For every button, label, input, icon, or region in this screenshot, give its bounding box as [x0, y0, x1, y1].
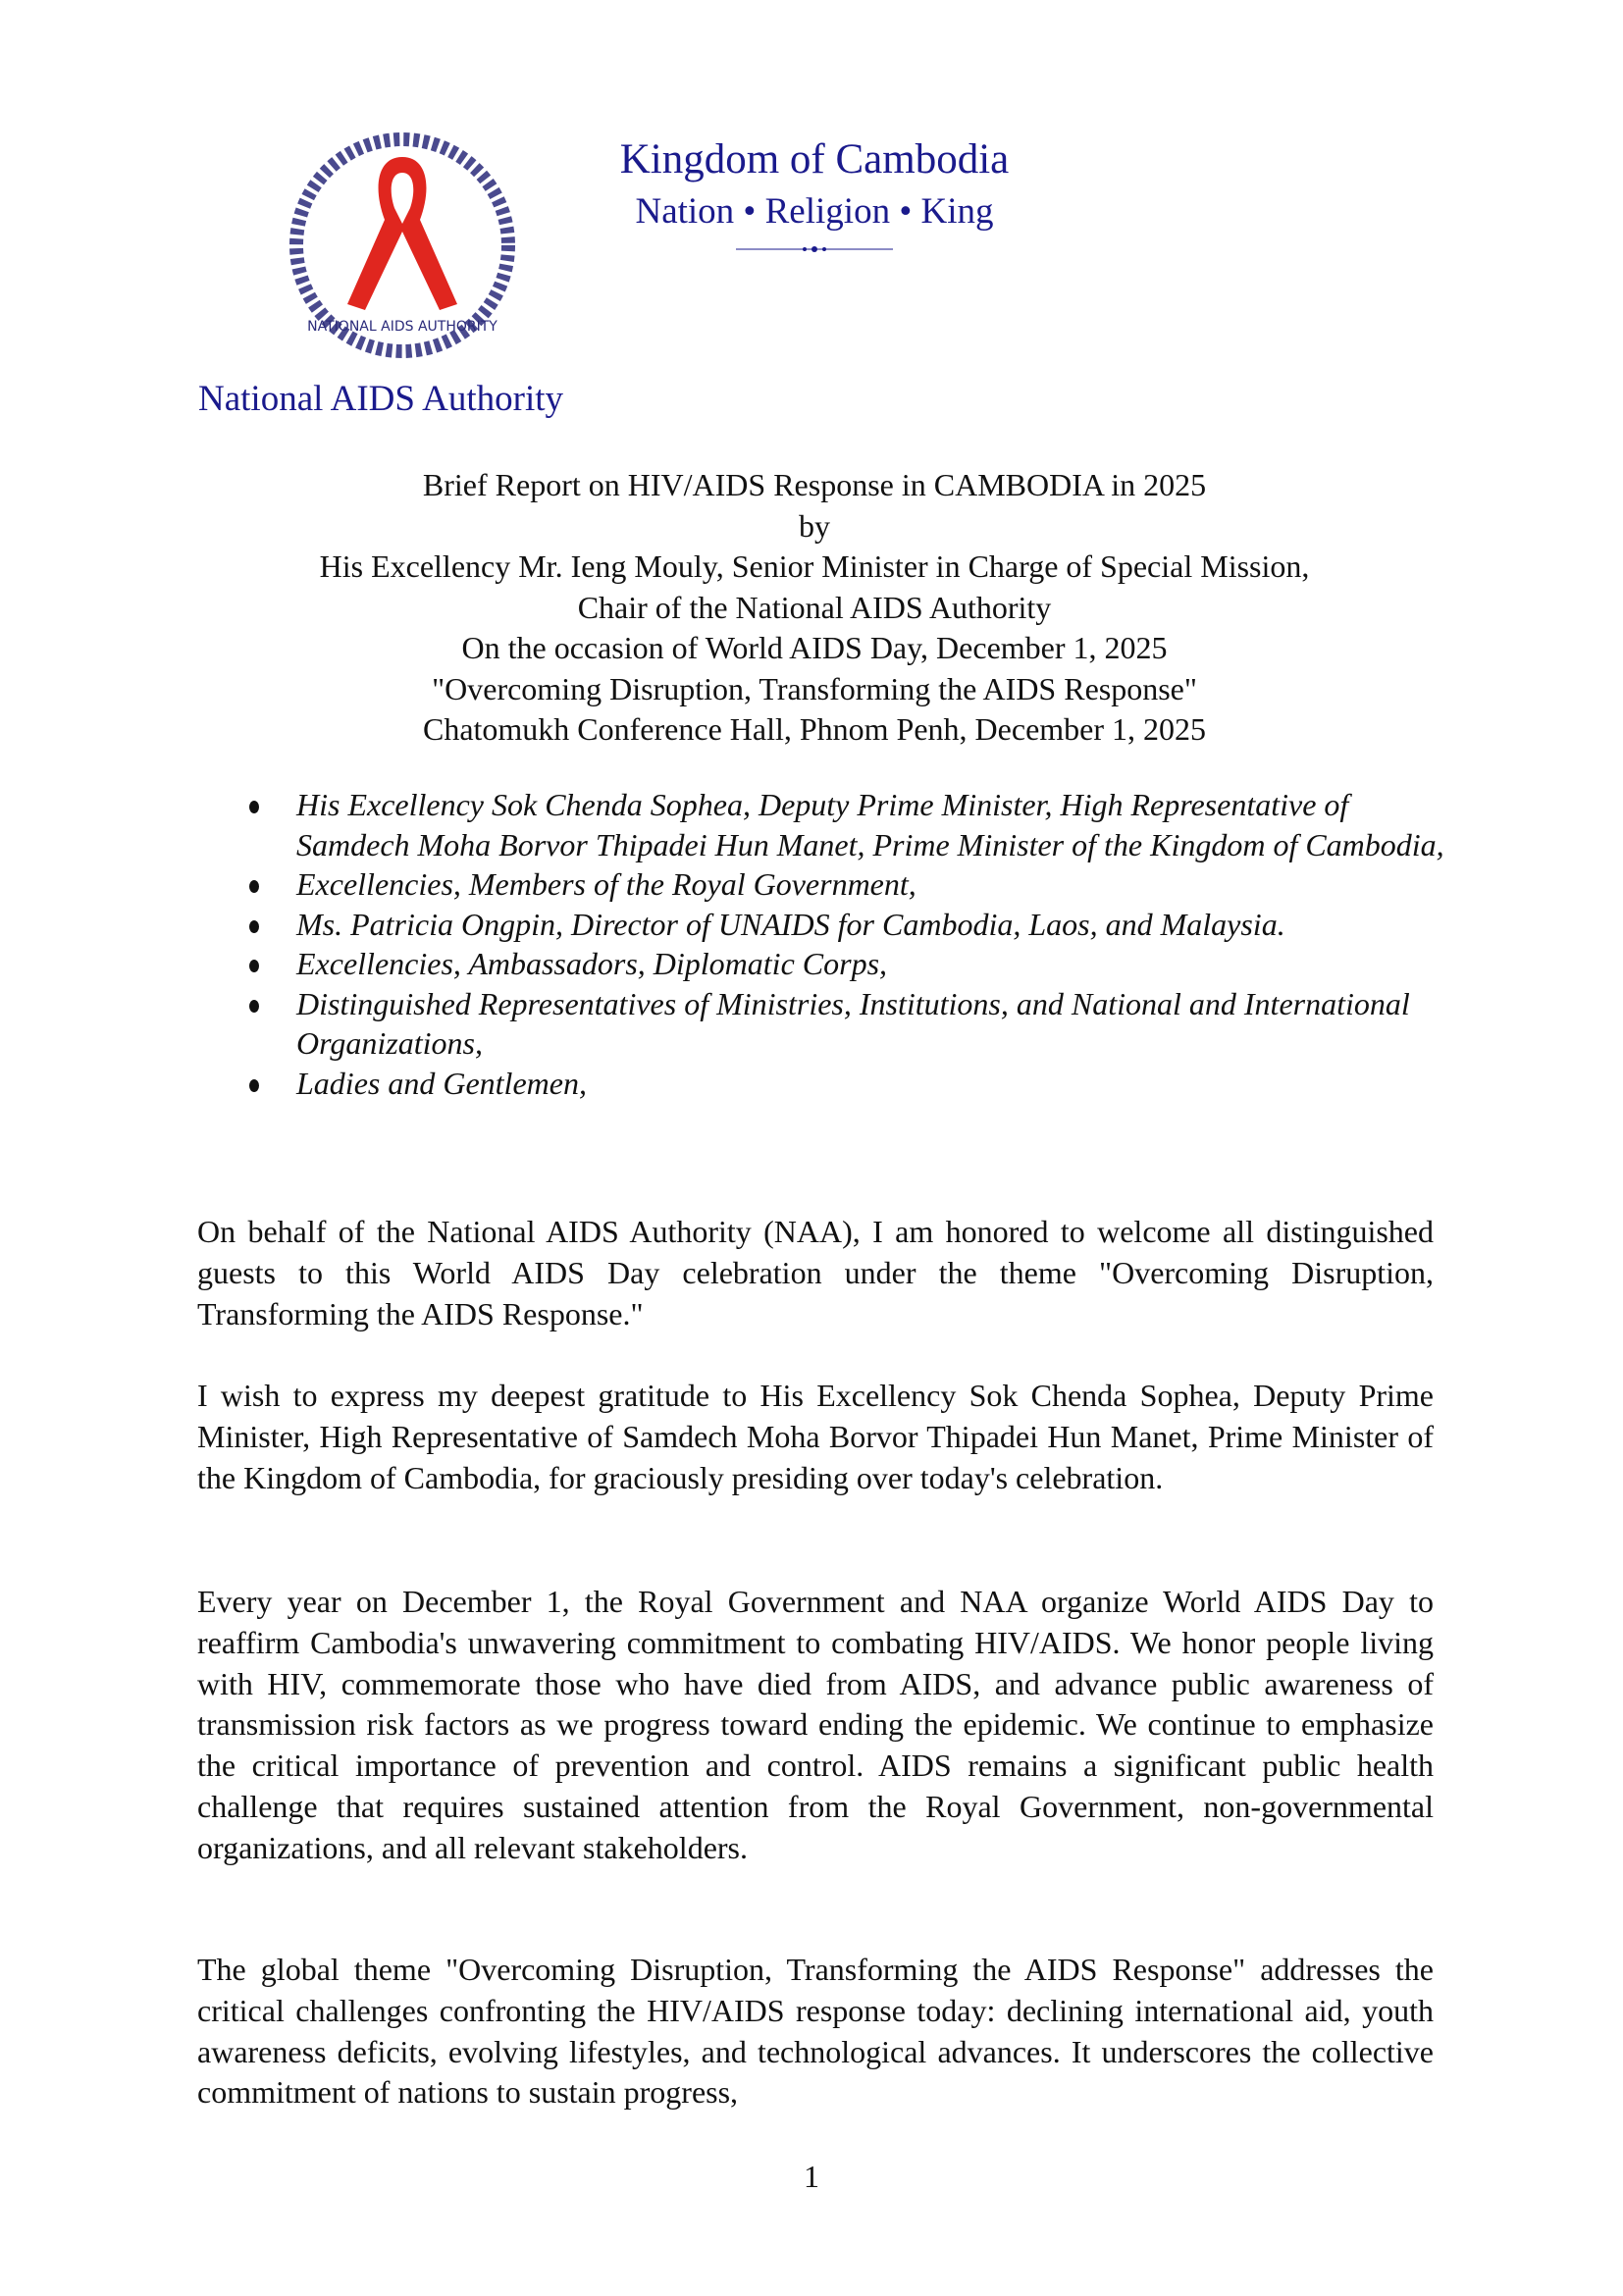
country-name: Kingdom of Cambodia — [619, 136, 1010, 183]
bullet-icon — [249, 1079, 259, 1092]
bullet-icon — [249, 880, 259, 893]
speaker-line: His Excellency Mr. Ieng Mouly, Senior Minister in Charge of Special Mission, — [319, 548, 1310, 584]
speaker-role: Chair of the National AIDS Authority — [577, 589, 1052, 625]
salutation-list — [245, 785, 1452, 1103]
national-aids-authority-logo — [287, 130, 518, 361]
global-theme-paragraph: The global theme "Overcoming Disruption, Transforming the AIDS Response" addresses the critical challenges confronting the HIV/AIDS response today: declining international aid, youth awareness deficits, evolving lifestyles, and technological advances. It underscores the collective commitment of nations to sustain progress, — [197, 1952, 1434, 2111]
national-motto: Nation • Religion • King — [635, 191, 994, 232]
bullet-icon — [249, 960, 259, 972]
theme-line: "Overcoming Disruption, Transforming the AIDS Response" — [432, 670, 1197, 706]
salutation-item: Ladies and Gentlemen, — [245, 1064, 1452, 1104]
bullet-icon — [249, 920, 259, 933]
bullet-icon — [249, 1000, 259, 1013]
salutation-item: Excellencies, Members of the Royal Government, — [245, 864, 1452, 905]
organization-name: National AIDS Authority — [198, 379, 564, 419]
red-ribbon-logo-icon — [287, 130, 518, 361]
report-title-block — [177, 465, 1452, 751]
salutation-item: Distinguished Representatives of Ministries, Institutions, and National and International Organizations, — [245, 984, 1452, 1064]
gratitude-paragraph: I wish to express my deepest gratitude to His Excellency Sok Chenda Sophea, Deputy Prime Minister, High Representative of Samdech Moha Borvor Thipadei Hun Manet, Prime Minister of the Kingdom of Cambodia, for graciously presiding over today's celebration. — [197, 1378, 1434, 1495]
world-aids-day-paragraph: Every year on December 1, the Royal Government and NAA organize World AIDS Day to reaffirm Cambodia's unwavering commitment to combating HIV/AIDS. We honor people living with HIV, commemorate those who have died from AIDS, and advance public awareness of transmission risk factors as we progress toward ending the epidemic. We continue to emphasize the critical importance of prevention and control. AIDS remains a significant public health challenge that requires sustained attention from the Royal Government, non-governmental organizations, and all relevant stakeholders. — [197, 1584, 1434, 1865]
title-by: by — [799, 507, 830, 544]
page-number: 1 — [804, 2159, 819, 2194]
ornament-divider-icon — [736, 244, 893, 254]
venue-line: Chatomukh Conference Hall, Phnom Penh, December 1, 2025 — [422, 711, 1207, 747]
salutation-item: Excellencies, Ambassadors, Diplomatic Corps, — [245, 944, 1452, 984]
bullet-icon — [249, 801, 259, 813]
report-title: Brief Report on HIV/AIDS Response in CAMBODIA in 2025 — [422, 467, 1207, 502]
logo-ring-text: NATIONAL AIDS AUTHORITY — [307, 319, 497, 335]
salutation-item: His Excellency Sok Chenda Sophea, Deputy Prime Minister, High Representative of Samdech Moha Borvor Thipadei Hun Manet, Prime Minister of the Kingdom of Cambodia, — [245, 785, 1452, 864]
occasion-line: On the occasion of World AIDS Day, December 1, 2025 — [461, 630, 1168, 665]
salutation-item: Ms. Patricia Ongpin, Director of UNAIDS for Cambodia, Laos, and Malaysia. — [245, 905, 1452, 945]
welcome-paragraph: On behalf of the National AIDS Authority (NAA), I am honored to welcome all distinguished guests to this World AIDS Day celebration under the theme "Overcoming Disruption, Transforming the AIDS Response." — [197, 1214, 1434, 1331]
letterhead — [550, 132, 1079, 259]
